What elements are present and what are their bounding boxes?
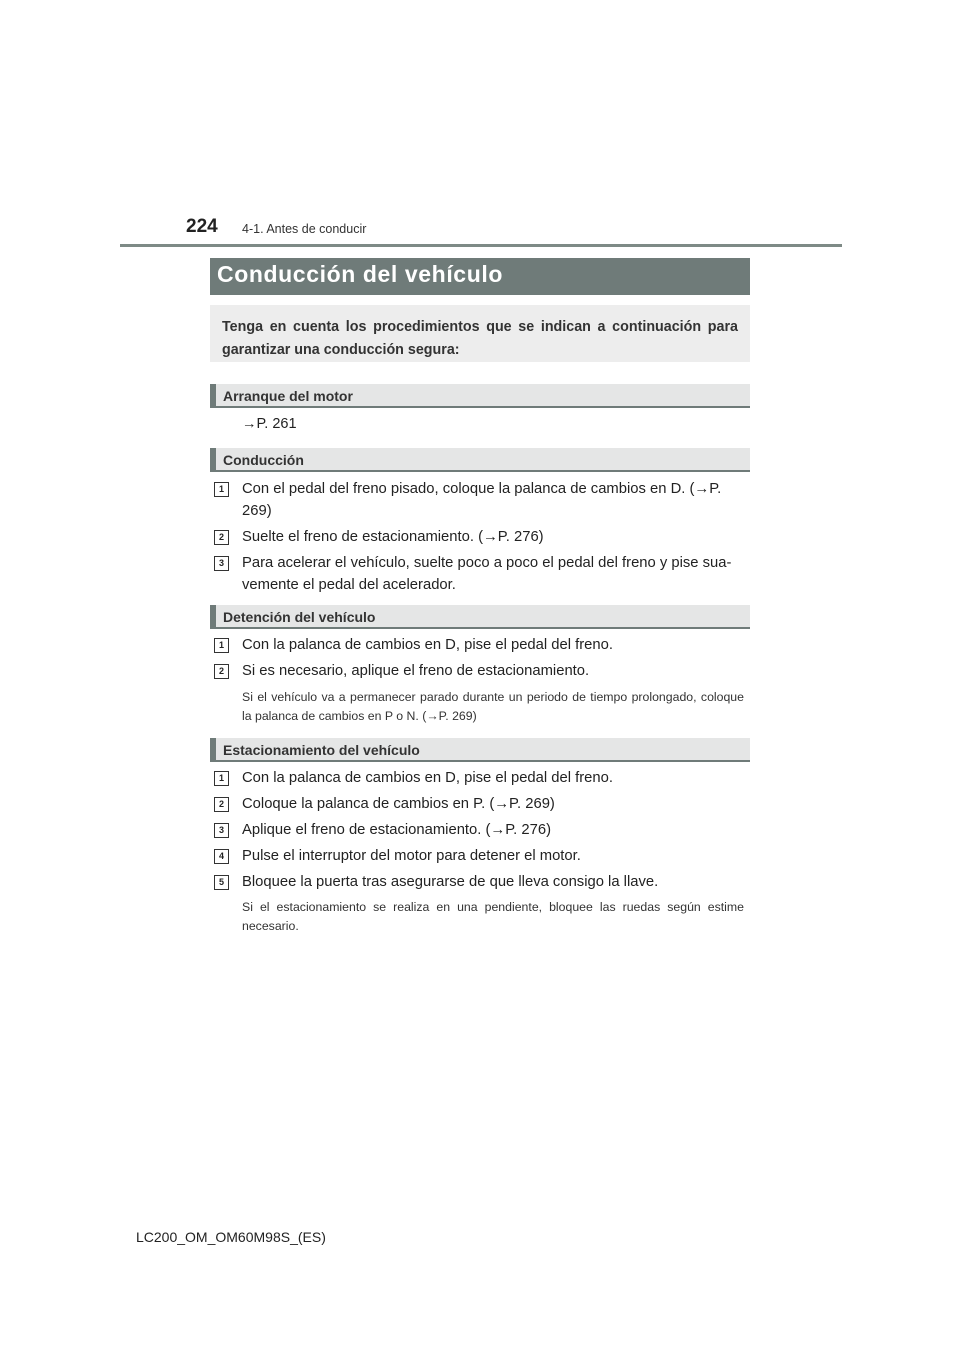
steps-conduccion [214, 478, 746, 600]
step-text: Con la palanca de cambios en D, pise el pedal del freno. [242, 770, 613, 786]
step-text: Con el pedal del freno pisado, coloque la palanca de cambios en D. (→P. 269) [242, 481, 722, 519]
step-number: 1 [214, 771, 229, 786]
page-title: Conducción del vehículo [210, 258, 750, 295]
section-path: 4-1. Antes de conducir [242, 222, 367, 236]
step-text: Bloquee la puerta tras asegurarse de que lleva consigo la llave. [242, 874, 659, 890]
step-number: 2 [214, 530, 229, 545]
list-item [214, 634, 746, 656]
list-item [214, 767, 746, 789]
step-text: Pulse el interruptor del motor para detener el motor. [242, 848, 581, 864]
subheading-estacionamiento: Estacionamiento del vehículo [210, 738, 750, 762]
step-number: 3 [214, 823, 229, 838]
step-number: 3 [214, 556, 229, 571]
list-item [214, 819, 746, 841]
note-estacionamiento: Si el estacionamiento se realiza en una pendiente, bloquee las ruedas según estime necesario. [242, 900, 744, 933]
step-number: 1 [214, 482, 229, 497]
step-text: Aplique el freno de estacionamiento. (→P. 276) [242, 822, 552, 838]
steps-detencion [214, 634, 746, 686]
step-number: 4 [214, 849, 229, 864]
list-item [214, 793, 746, 815]
step-text: Suelte el freno de estacionamiento. (→P. 276) [242, 529, 544, 545]
step-number: 5 [214, 875, 229, 890]
step-number: 1 [214, 638, 229, 653]
intro-box: Tenga en cuenta los procedimientos que se indican a continuación para garantizar una conducción segura: [210, 305, 750, 362]
step-text: Si es necesario, aplique el freno de estacionamiento. [242, 663, 590, 679]
list-item [214, 660, 746, 682]
list-item [214, 845, 746, 867]
step-text: Para acelerar el vehículo, suelte poco a poco el pedal del freno y pise sua-vemente el pedal del acelerador. [242, 555, 732, 593]
reference-arranque: →P. 261 [242, 416, 297, 432]
step-text: Coloque la palanca de cambios en P. (→P. 269) [242, 796, 555, 812]
page-number: 224 [186, 216, 218, 237]
subheading-arranque: Arranque del motor [210, 384, 750, 408]
subheading-conduccion: Conducción [210, 448, 750, 472]
list-item [214, 552, 746, 596]
list-item [214, 478, 746, 522]
header-rule [120, 244, 842, 247]
step-text: Con la palanca de cambios en D, pise el pedal del freno. [242, 637, 613, 653]
list-item [214, 871, 746, 893]
steps-estacionamiento [214, 767, 746, 897]
footer-doc-code: LC200_OM_OM60M98S_(ES) [136, 1229, 326, 1245]
list-item [214, 526, 746, 548]
step-number: 2 [214, 797, 229, 812]
note-detencion: Si el vehículo va a permanecer parado durante un periodo de tiempo prolongado, coloque la palanca de cambios en P o N. (→P. 269) [242, 690, 744, 723]
subheading-detencion: Detención del vehículo [210, 605, 750, 629]
step-number: 2 [214, 664, 229, 679]
